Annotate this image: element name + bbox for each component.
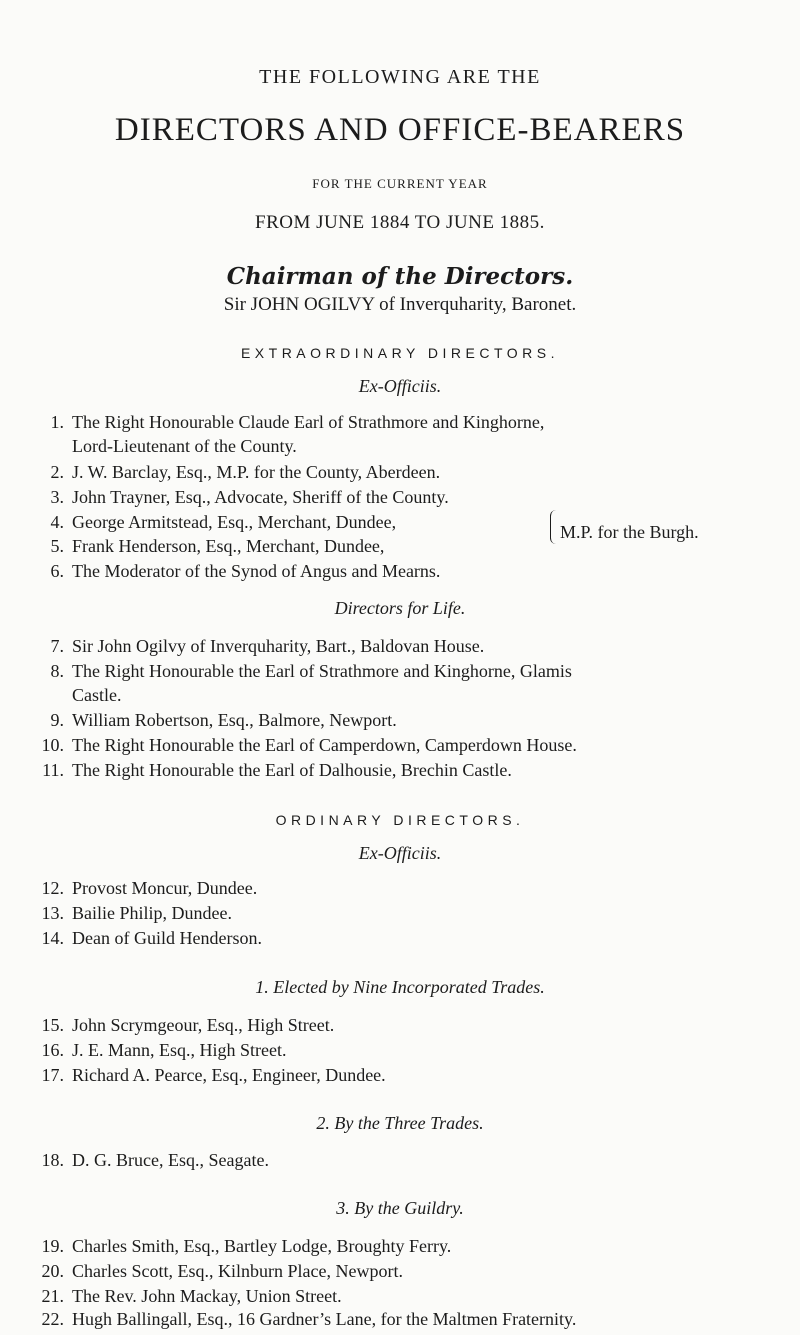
item-continuation: Lord-Lieutenant of the County. bbox=[72, 436, 297, 456]
item-number: 18. bbox=[41, 1150, 64, 1170]
item-number: 10. bbox=[41, 735, 64, 755]
brace-text: M.P. for the Burgh. bbox=[560, 522, 699, 542]
item-number: 7. bbox=[50, 636, 64, 656]
list-item bbox=[0, 636, 800, 660]
document-title: DIRECTORS AND OFFICE-BEARERS bbox=[114, 112, 686, 148]
item-text: The Right Honourable the Earl of Dalhousie, Brechin Castle. bbox=[72, 760, 512, 780]
item-text: John Scrymgeour, Esq., High Street. bbox=[72, 1015, 335, 1035]
item-text: Hugh Ballingall, Esq., 16 Gardner’s Lane, for the Maltmen Fraternity. bbox=[72, 1309, 577, 1329]
item-text: Charles Scott, Esq., Kilnburn Place, Newport. bbox=[72, 1261, 403, 1281]
item-text: The Right Honourable Claude Earl of Strathmore and Kinghorne, bbox=[72, 412, 545, 432]
list-item bbox=[0, 1040, 800, 1064]
item-number: 14. bbox=[41, 928, 64, 948]
item-number: 11. bbox=[42, 760, 64, 780]
list-item bbox=[0, 561, 800, 585]
guildry-heading: 3. By the Guildry. bbox=[336, 1198, 464, 1218]
chairman-heading: Chairman of the Directors. bbox=[226, 263, 574, 290]
item-number: 13. bbox=[41, 903, 64, 923]
list-item bbox=[0, 1286, 800, 1310]
item-text: John Trayner, Esq., Advocate, Sheriff of the County. bbox=[72, 487, 449, 507]
item-text: Bailie Philip, Dundee. bbox=[72, 903, 232, 923]
item-text: The Right Honourable the Earl of Camperdown, Camperdown House. bbox=[72, 735, 577, 755]
item-text: J. E. Mann, Esq., High Street. bbox=[72, 1040, 287, 1060]
item-text: The Rev. John Mackay, Union Street. bbox=[72, 1286, 342, 1306]
header-line-1: THE FOLLOWING ARE THE bbox=[259, 66, 541, 88]
item-number: 1. bbox=[50, 412, 64, 432]
item-text: Frank Henderson, Esq., Merchant, Dundee, bbox=[72, 536, 385, 556]
extraordinary-directors-heading: EXTRAORDINARY DIRECTORS. bbox=[240, 345, 560, 361]
item-number: 20. bbox=[41, 1261, 64, 1281]
item-text: Richard A. Pearce, Esq., Engineer, Dundee. bbox=[72, 1065, 386, 1085]
item-text: J. W. Barclay, Esq., M.P. for the County, Aberdeen. bbox=[72, 462, 441, 482]
item-number: 6. bbox=[50, 561, 64, 581]
list-item bbox=[0, 1309, 800, 1333]
item-text: William Robertson, Esq., Balmore, Newport. bbox=[72, 710, 397, 730]
list-item bbox=[0, 878, 800, 902]
list-item bbox=[0, 1261, 800, 1285]
list-item bbox=[0, 1065, 800, 1089]
list-item bbox=[0, 487, 800, 511]
item-text: Provost Moncur, Dundee. bbox=[72, 878, 258, 898]
header-line-3: FOR THE CURRENT YEAR bbox=[312, 176, 488, 191]
item-continuation: Castle. bbox=[72, 685, 122, 705]
list-item bbox=[0, 1015, 800, 1039]
item-number: 4. bbox=[50, 512, 64, 532]
item-number: 22. bbox=[41, 1309, 64, 1329]
list-item bbox=[0, 710, 800, 734]
ex-officiis-heading-2: Ex-Officiis. bbox=[358, 843, 442, 863]
item-number: 15. bbox=[41, 1015, 64, 1035]
list-item bbox=[0, 412, 800, 436]
list-item bbox=[0, 903, 800, 927]
item-text: Dean of Guild Henderson. bbox=[72, 928, 262, 948]
list-item bbox=[0, 462, 800, 486]
ordinary-directors-heading: ORDINARY DIRECTORS. bbox=[275, 812, 525, 828]
item-number: 21. bbox=[41, 1286, 64, 1306]
item-text: Sir John Ogilvy of Inverquharity, Bart., Baldovan House. bbox=[72, 636, 485, 656]
list-item bbox=[0, 661, 800, 685]
header-date-range: FROM JUNE 1884 TO JUNE 1885. bbox=[255, 212, 545, 233]
item-number: 2. bbox=[50, 462, 64, 482]
list-item bbox=[0, 1150, 800, 1174]
item-number: 16. bbox=[41, 1040, 64, 1060]
chairman-name: Sir JOHN OGILVY of Inverquharity, Baronet. bbox=[223, 294, 577, 315]
item-text: The Moderator of the Synod of Angus and Mearns. bbox=[72, 561, 441, 581]
list-item bbox=[0, 735, 800, 759]
item-number: 19. bbox=[41, 1236, 64, 1256]
item-text: George Armitstead, Esq., Merchant, Dundee, bbox=[72, 512, 397, 532]
brace-mark bbox=[550, 510, 557, 544]
item-text: D. G. Bruce, Esq., Seagate. bbox=[72, 1150, 269, 1170]
three-trades-heading: 2. By the Three Trades. bbox=[316, 1113, 484, 1133]
item-number: 5. bbox=[50, 536, 64, 556]
item-number: 17. bbox=[41, 1065, 64, 1085]
item-text: Charles Smith, Esq., Bartley Lodge, Broughty Ferry. bbox=[72, 1236, 452, 1256]
list-item bbox=[0, 928, 800, 952]
directors-for-life-heading: Directors for Life. bbox=[334, 598, 466, 618]
ex-officiis-heading: Ex-Officiis. bbox=[358, 376, 442, 396]
item-number: 9. bbox=[50, 710, 64, 730]
item-number: 3. bbox=[50, 487, 64, 507]
item-text: The Right Honourable the Earl of Strathmore and Kinghorne, Glamis bbox=[72, 661, 572, 681]
list-item bbox=[0, 1236, 800, 1260]
list-item bbox=[0, 760, 800, 784]
item-number: 8. bbox=[50, 661, 64, 681]
nine-trades-heading: 1. Elected by Nine Incorporated Trades. bbox=[255, 977, 545, 997]
item-number: 12. bbox=[41, 878, 64, 898]
